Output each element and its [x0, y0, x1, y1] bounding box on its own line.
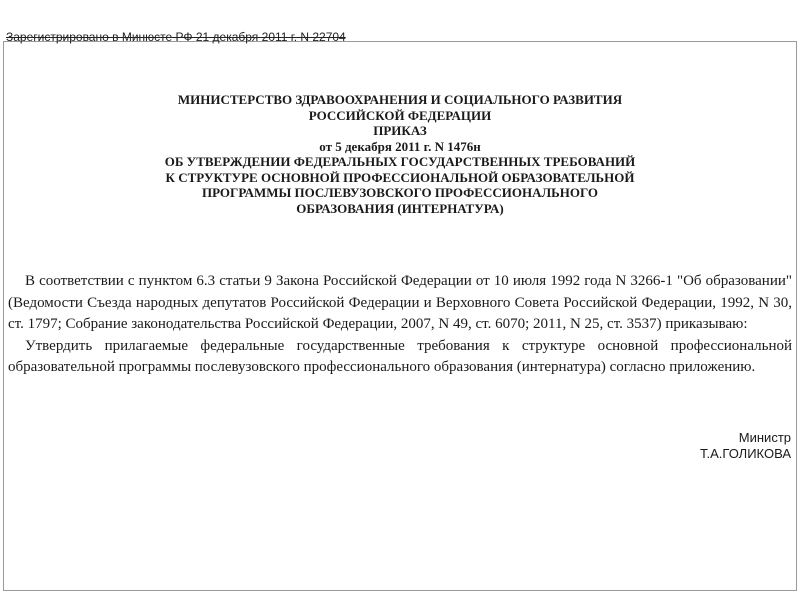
registration-note: Зарегистрировано в Минюсте РФ 21 декабря 2011 г. N 22704 — [6, 30, 346, 44]
document-title-line2: К СТРУКТУРЕ ОСНОВНОЙ ПРОФЕССИОНАЛЬНОЙ ОБРАЗОВАТЕЛЬНОЙ — [165, 169, 635, 185]
document-date-number: от 5 декабря 2011 г. N 1476н — [319, 138, 481, 154]
body-paragraph-legal-basis: В соответствии с пунктом 6.3 статьи 9 Закона Российской Федерации от 10 июля 1992 года N 3266-1 "Об образовании" (Ведомости Съезда народных депутатов Российской Федерации и Верховного Совета Российской Федерации, 1992, N 30, ст. 1797; Собрание законодательства Российской Федерации, 2007, N 49, ст. 6070; 2011, N 25, ст. 3537) приказываю: — [8, 273, 792, 332]
ministry-name-line2: РОССИЙСКОЙ ФЕДЕРАЦИИ — [308, 107, 492, 123]
signatory-position: Министр — [738, 430, 791, 445]
document-title-line1: ОБ УТВЕРЖДЕНИИ ФЕДЕРАЛЬНЫХ ГОСУДАРСТВЕННЫХ ТРЕБОВАНИЙ — [164, 154, 636, 169]
document-heading — [0, 92, 800, 216]
document-title-line3: ПРОГРАММЫ ПОСЛЕВУЗОВСКОГО ПРОФЕССИОНАЛЬНОГО — [201, 185, 599, 200]
document-body — [8, 271, 792, 379]
signatory-name: Т.А.ГОЛИКОВА — [700, 446, 791, 461]
ministry-name-line1: МИНИСТЕРСТВО ЗДРАВООХРАНЕНИЯ И СОЦИАЛЬНОГО РАЗВИТИЯ — [177, 92, 623, 107]
signature-block — [700, 430, 791, 462]
document-title-line4: ОБРАЗОВАНИЯ (ИНТЕРНАТУРА) — [296, 200, 504, 216]
document-type: ПРИКАЗ — [373, 123, 427, 138]
body-paragraph-order: Утвердить прилагаемые федеральные государственные требования к структуре основной профессиональной образовательной программы послевузовского профессионального образования (интернатура) согласно приложению. — [8, 337, 792, 375]
